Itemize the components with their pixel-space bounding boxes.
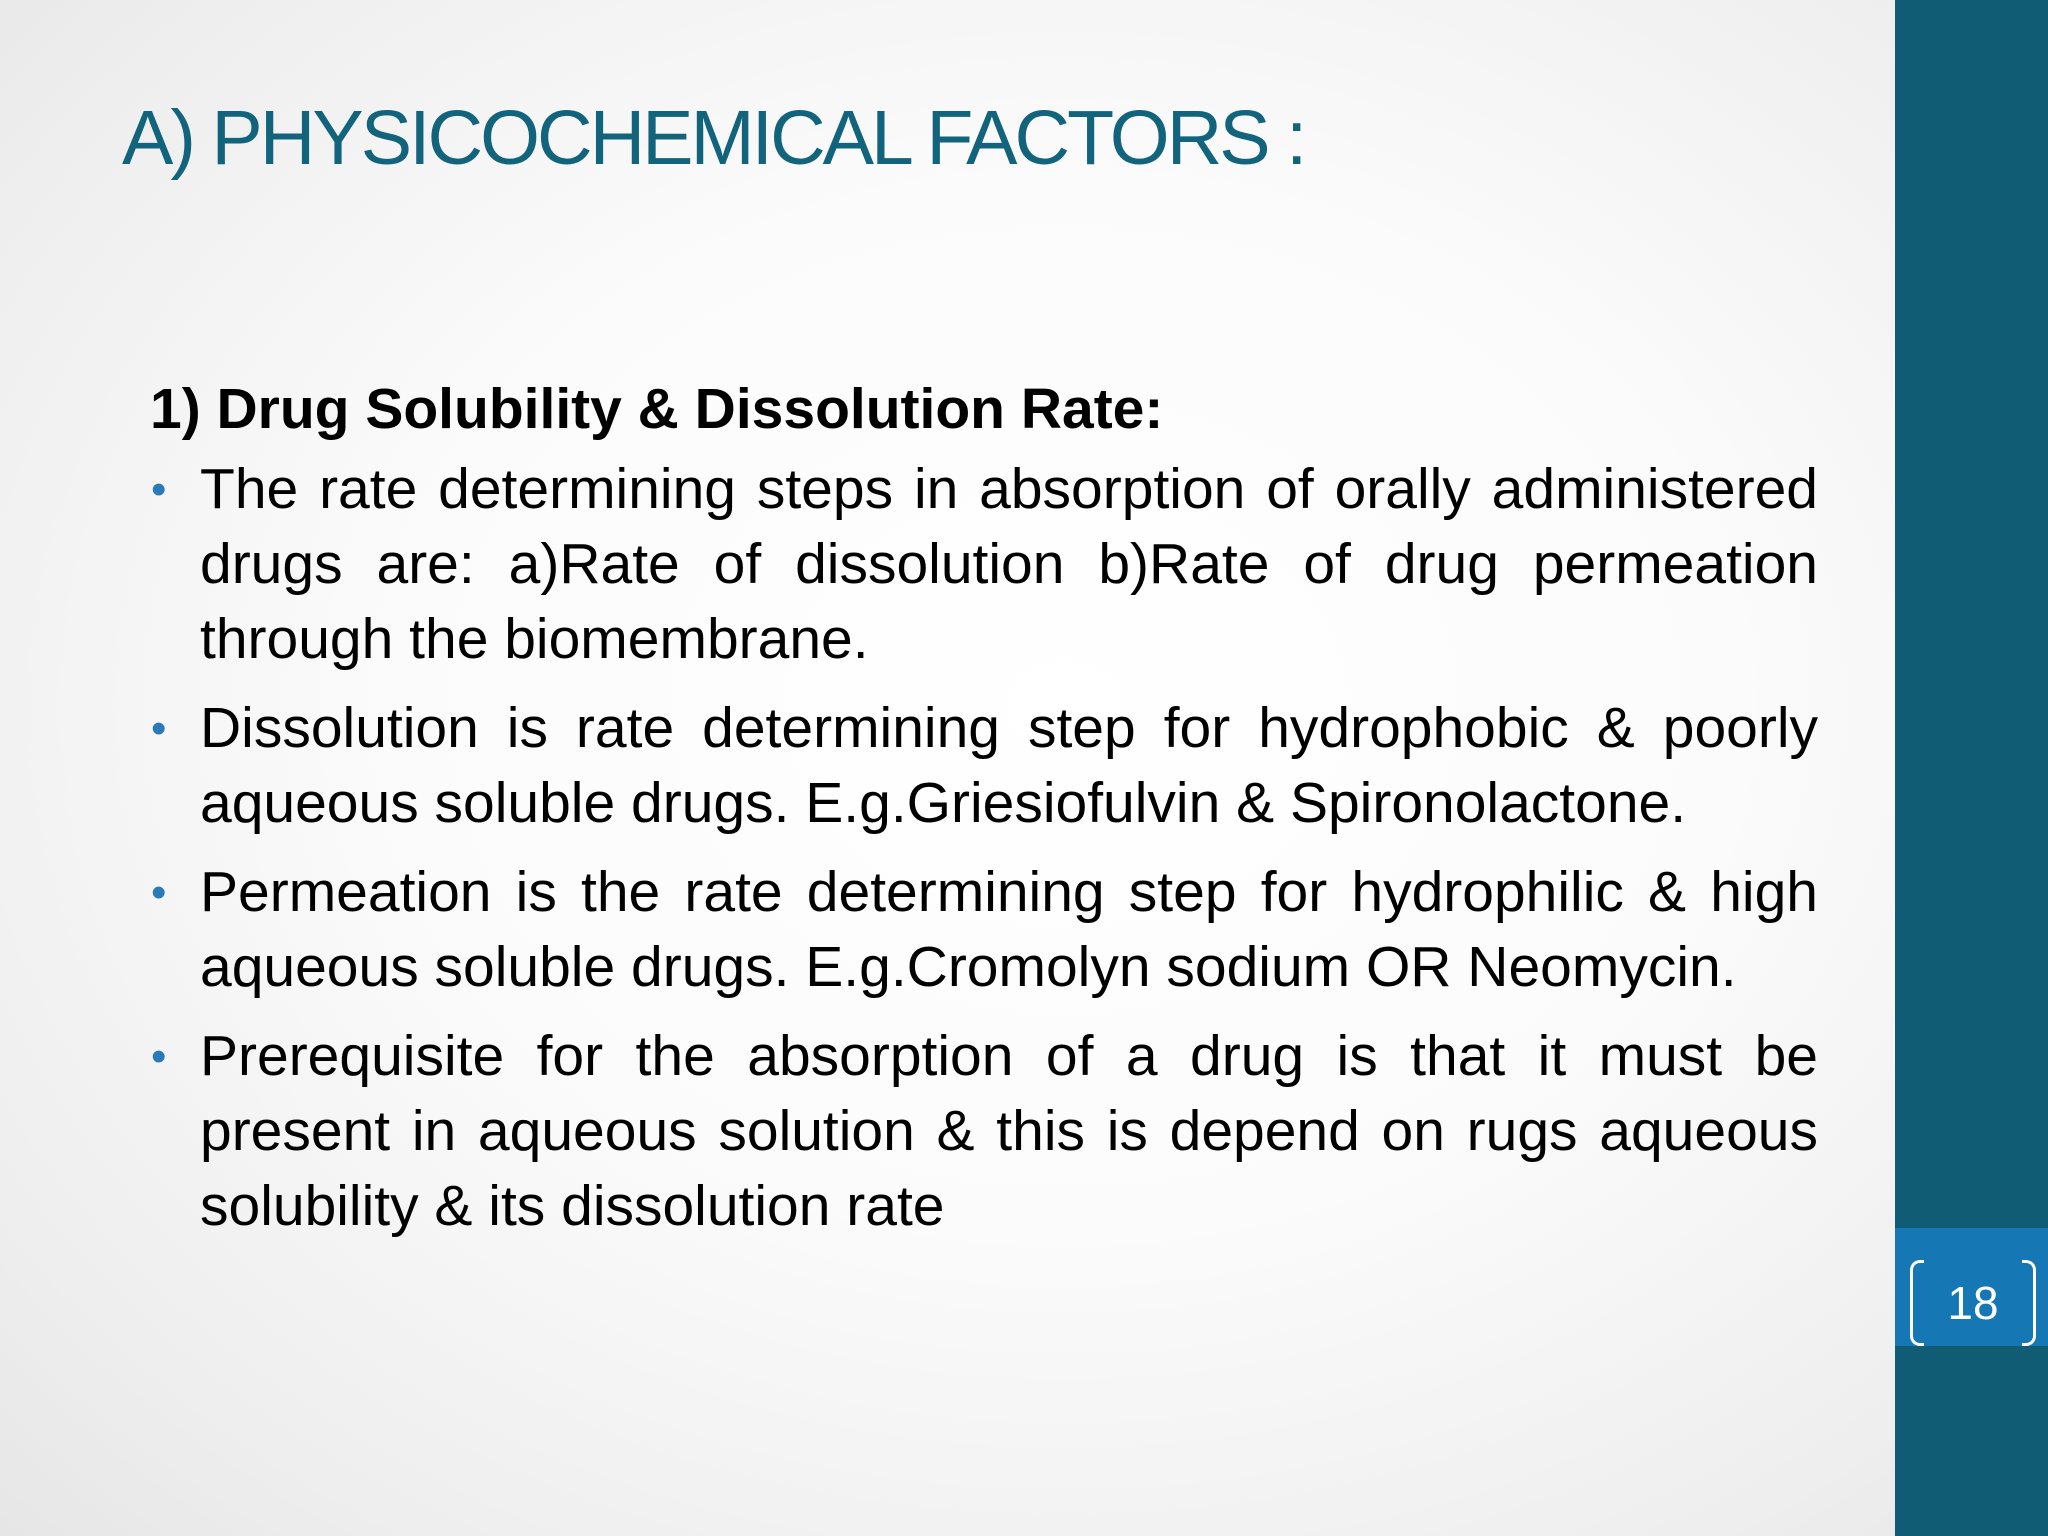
slide-title: A) PHYSICOCHEMICAL FACTORS : (122, 95, 1305, 181)
page-number: 18 (1947, 1277, 1999, 1329)
slide-content (148, 372, 1818, 1258)
bullet-text: Prerequisite for the absorption of a drug is that it must be present in aqueous solution & this is depend on rugs aqueous solubility & its dissolution rate (200, 1024, 1818, 1239)
page-number-box (1895, 1228, 2048, 1346)
bullet-icon: • (151, 1032, 167, 1082)
section-heading: 1) Drug Solubility & Dissolution Rate: (150, 377, 1164, 441)
bullet-item (148, 855, 1818, 1005)
bullet-text: Permeation is the rate determining step for hydrophilic & high aqueous soluble drugs. E.g.Cromolyn sodium OR Neomycin. (200, 860, 1818, 1000)
bullet-item (148, 1019, 1818, 1244)
bullet-icon: • (151, 868, 167, 918)
bullet-text: Dissolution is rate determining step for hydrophobic & poorly aqueous soluble drugs. E.g.Griesiofulvin & Spironolactone. (200, 696, 1818, 836)
bullet-list (148, 452, 1818, 1244)
bullet-text: The rate determining steps in absorption of orally administered drugs are: a)Rate of dissolution b)Rate of drug permeation through the biomembrane. (200, 457, 1818, 672)
bullet-icon: • (151, 465, 167, 515)
right-bracket-icon (2022, 1260, 2036, 1346)
bullet-icon: • (151, 704, 167, 754)
bullet-item (148, 452, 1818, 677)
left-bracket-icon (1910, 1260, 1924, 1346)
bullet-item (148, 691, 1818, 841)
